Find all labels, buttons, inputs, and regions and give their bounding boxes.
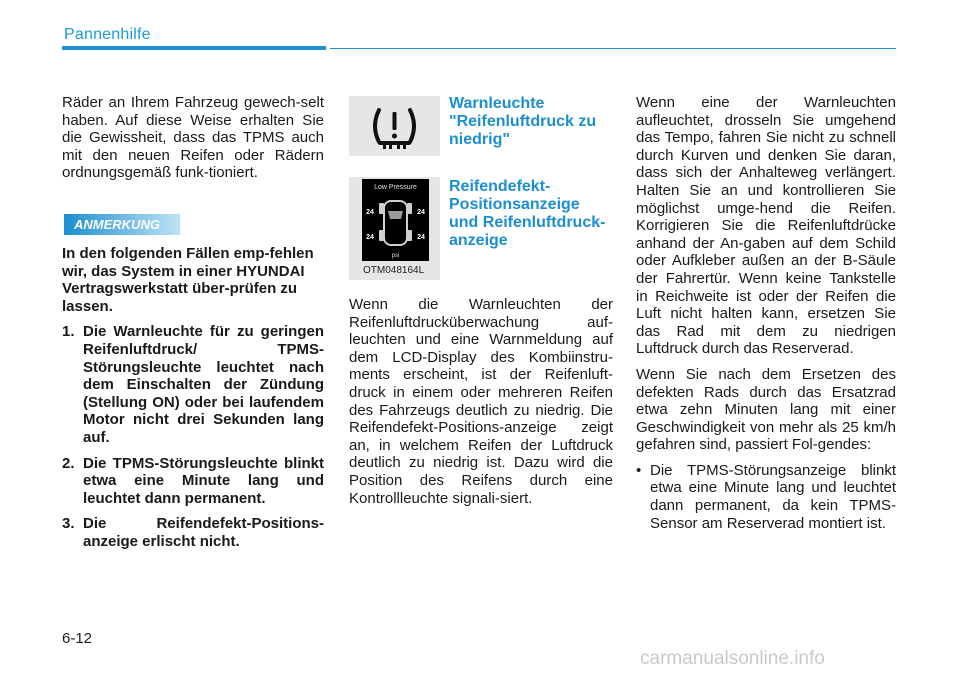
lcd-display-image: [349, 177, 440, 280]
list-item: [62, 323, 324, 446]
note-list: [62, 323, 324, 550]
column-3: [636, 94, 896, 532]
lcd-rear-right: 24: [417, 234, 425, 241]
lcd-front-right: 24: [417, 209, 425, 216]
bullet-list: [636, 462, 896, 532]
list-item-text: Die Reifendefekt-Positions-anzeige erlischt nicht.: [83, 515, 324, 550]
heading-warning-light: Warnleuchte "Reifenluftdruck zu niedrig": [449, 95, 597, 148]
tpms-warning-image: [349, 96, 440, 156]
note-intro: In den folgenden Fällen emp-fehlen wir, das System in einer HYUNDAI Vertragswerkstatt über-prüfen zu lassen.: [62, 245, 314, 315]
header-rule-thin: [330, 48, 896, 49]
bullet-icon: •: [636, 461, 642, 479]
page-number: 6-12: [62, 630, 93, 647]
list-item-number: 2.: [62, 454, 75, 472]
list-item: [62, 455, 324, 508]
heading-position-display: Reifendefekt-Positionsanzeige und Reifenluftdruck-anzeige: [449, 178, 606, 249]
intro-paragraph: Räder an Ihrem Fahrzeug gewech-selt haben. Auf diese Weise erhalten Sie die Gewissheit, dass das TPMS auch mit den neuen Reifen oder Rädern ordnungsgemäß funk-tioniert.: [62, 94, 324, 182]
image-code: OTM048164L: [363, 265, 425, 276]
bullet-text: Die TPMS-Störungsanzeige blinkt etwa eine Minute lang und leuchtet dann permanent, da kein TPMS-Sensor am Reserverad montiert ist.: [650, 461, 896, 532]
tpms-warning-icon: [349, 96, 440, 156]
lcd-front-left: 24: [366, 209, 374, 216]
list-item-number: 1.: [62, 323, 75, 341]
column-2: [349, 296, 613, 515]
section-title: Pannenhilfe: [64, 26, 151, 43]
watermark: carmanualsonline.info: [640, 648, 825, 669]
note-block: [62, 245, 324, 559]
action-paragraph: Wenn eine der Warnleuchten aufleuchtet, drosseln Sie umgehend das Tempo, fahren Sie nicht zu schnell durch Kurven und denken Sie daran, dass sich der Anhalteweg verlängert. Halten Sie an und kontrollieren Sie möglichst umge-hend die Reifen. Korrigieren Sie die Reifenluftdrücke anhand der An-gaben auf dem Schild oder Aufkleber außen an der B-Säule der Fahrertür. Wenn keine Tankstelle in Reichweite ist oder der Reifen die Luft nicht halten kann, ersetzen Sie das Rad mit dem zu niedrigen Luftdruck durch das Reserverad.: [636, 94, 896, 358]
list-item-number: 3.: [62, 515, 75, 533]
lcd-rear-left: 24: [366, 234, 374, 241]
header-rule-thick: [62, 46, 326, 50]
lcd-screen: [362, 179, 429, 261]
warning-paragraph: Wenn die Warnleuchten der Reifenluftdrucküberwachung auf-leuchten und eine Warnmeldung auf dem LCD-Display des Kombiinstru-ments erscheint, ist der Reifenluft-druck in einem oder mehreren Reifen des Fahrzeugs deutlich zu niedrig. Die Reifendefekt-Positions-anzeige zeigt an, in welchem Reifen der Luftdruck deutlich zu niedrig ist. Dazu wird die Position des Reifens durch eine Kontrollleuchte signali-siert.: [349, 296, 613, 507]
lcd-unit: psi: [391, 253, 400, 259]
lcd-title: Low Pressure: [374, 184, 417, 191]
list-item-text: Die TPMS-Störungsleuchte blinkt etwa eine Minute lang und leuchtet dann permanent.: [83, 454, 324, 507]
note-label: ANMERKUNG: [64, 214, 180, 235]
list-item: [62, 515, 324, 550]
column-1: [62, 94, 324, 190]
list-item-text: Die Warnleuchte für zu geringen Reifenluftdruck/ TPMS-Störungsleuchte leuchtet nach dem Einschalten der Zündung (Stellung ON) oder bei laufendem Motor nicht drei Sekunden lang auf.: [83, 323, 324, 446]
spare-wheel-paragraph: Wenn Sie nach dem Ersetzen des defekten Rads durch das Ersatzrad etwa zehn Minuten lang mit einer Geschwindigkeit von mehr als 25 km/h gefahren sind, passiert Fol-gendes:: [636, 365, 896, 454]
list-item: [636, 462, 896, 532]
